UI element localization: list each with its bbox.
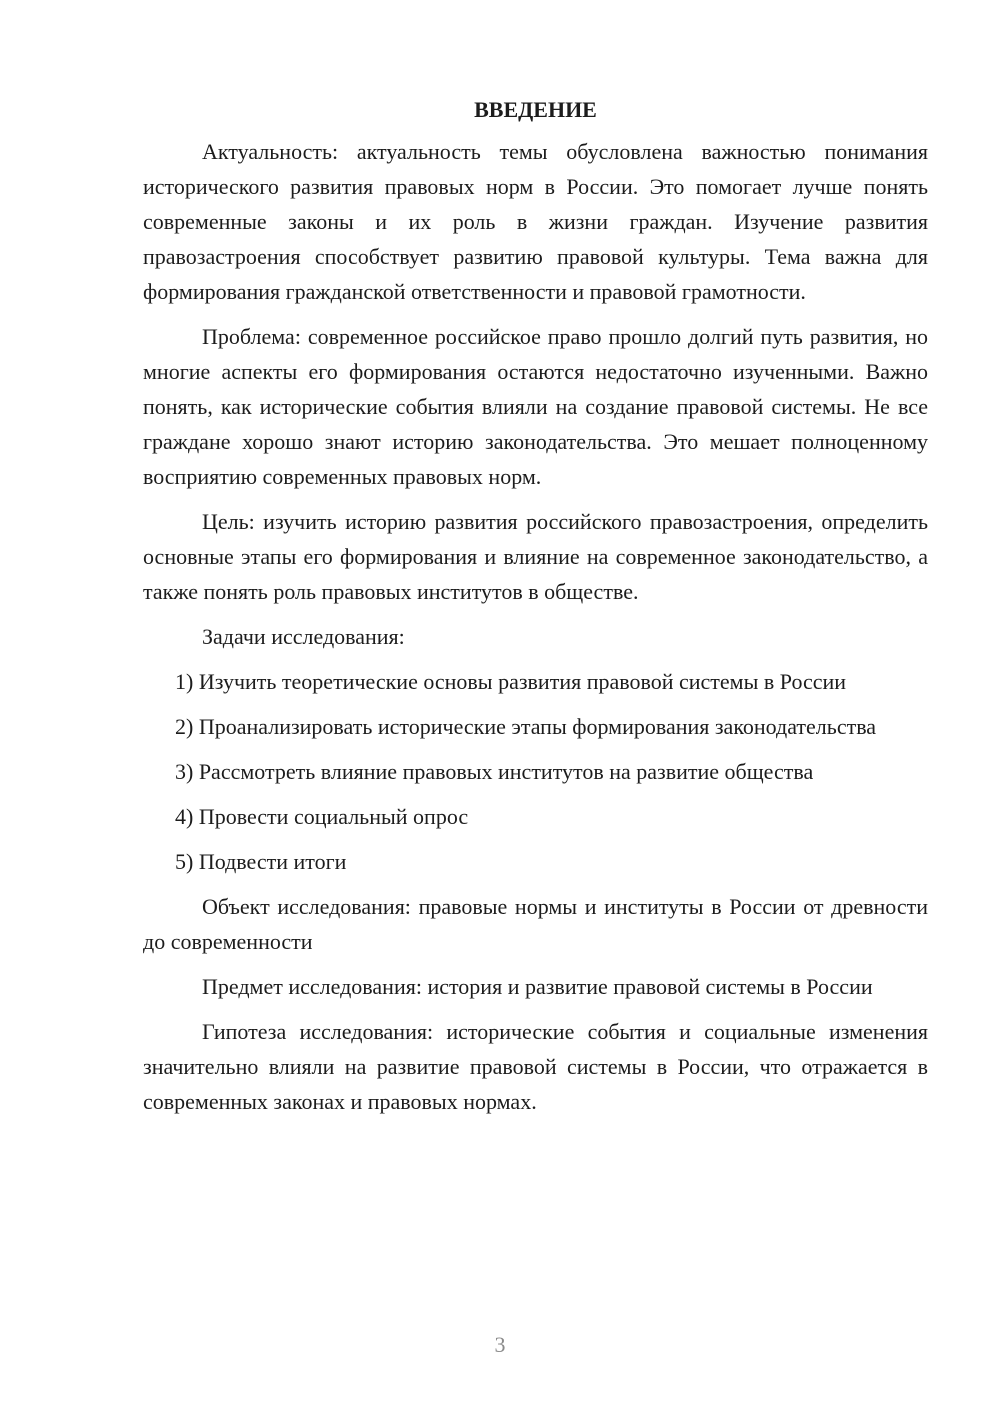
problem-paragraph: Проблема: современное российское право прошло долгий путь развития, но многие аспекты его формирования остаются недостаточно изученными. Важно понять, как исторические события влияли на создание правовой системы. Не все граждане хорошо знают историю законодательства. Это мешает полноценному восприятию современных правовых норм. xyxy=(143,324,928,489)
task-item-1: 1) Изучить теоретические основы развития правовой системы в России xyxy=(175,669,847,694)
page-number: 3 xyxy=(494,1332,506,1357)
document-page xyxy=(143,92,928,1129)
tasks-heading: Задачи исследования: xyxy=(202,624,405,649)
subject-paragraph: Предмет исследования: история и развитие правовой системы в России xyxy=(202,974,873,999)
task-item-4: 4) Провести социальный опрос xyxy=(175,804,469,829)
goal-paragraph: Цель: изучить историю развития российского правозастроения, определить основные этапы его формирования и влияние на современное законодательство, а также понять роль правовых институтов в обществе. xyxy=(143,509,928,604)
task-item-3: 3) Рассмотреть влияние правовых институтов на развитие общества xyxy=(175,759,814,784)
tasks-list xyxy=(143,664,928,879)
hypothesis-paragraph: Гипотеза исследования: исторические события и социальные изменения значительно влияли на развитие правовой системы в России, что отражается в современных законах и правовых нормах. xyxy=(143,1019,928,1114)
page-title: ВВЕДЕНИЕ xyxy=(474,97,597,122)
relevance-paragraph: Актуальность: актуальность темы обусловлена важностью понимания исторического развития правовых норм в России. Это помогает лучше понять современные законы и их роль в жизни граждан. Изучение развития правозастроения способствует развитию правовой культуры. Тема важна для формирования гражданской ответственности и правовой грамотности. xyxy=(143,139,928,304)
task-item-5: 5) Подвести итоги xyxy=(175,849,347,874)
task-item-2: 2) Проанализировать исторические этапы формирования законодательства xyxy=(175,714,877,739)
object-paragraph: Объект исследования: правовые нормы и институты в России от древности до современности xyxy=(143,894,928,954)
